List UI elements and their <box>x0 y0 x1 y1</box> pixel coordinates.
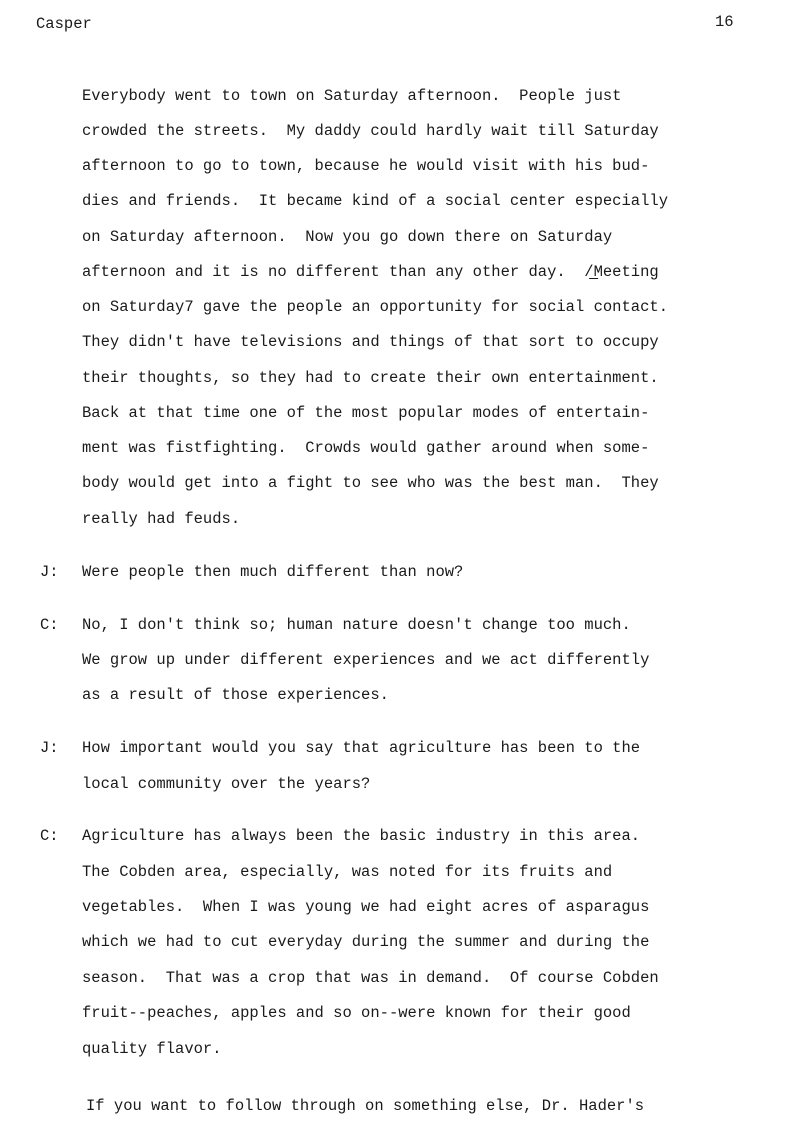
paragraph-line: afternoon and it is no different than any other day. /̲Meeting <box>82 263 659 281</box>
dialogue-line: The Cobden area, especially, was noted for its fruits and <box>82 863 613 881</box>
dialogue-line: local community over the years? <box>82 775 371 793</box>
dialogue-line: as a result of those experiences. <box>82 686 389 704</box>
paragraph-line: dies and friends. It became kind of a social center especially <box>82 192 668 210</box>
paragraph-line: Everybody went to town on Saturday afternoon. People just <box>82 87 622 105</box>
dialogue-line: How important would you say that agriculture has been to the <box>82 739 641 757</box>
paragraph-line: on Saturday afternoon. Now you go down there on Saturday <box>82 228 613 246</box>
dialogue-line: season. That was a crop that was in demand. Of course Cobden <box>82 969 659 987</box>
dialogue-line: Were people then much different than now? <box>82 563 464 581</box>
speaker-label: C: <box>40 616 59 634</box>
paragraph-line: on Saturday7 gave the people an opportunity for social contact. <box>82 298 668 316</box>
paragraph-line: afternoon to go to town, because he would visit with his bud- <box>82 157 650 175</box>
paragraph-line: their thoughts, so they had to create their own entertainment. <box>82 369 659 387</box>
speaker-label: J: <box>40 739 59 757</box>
page-header-name: Casper <box>36 15 92 33</box>
paragraph-line: They didn't have televisions and things of that sort to occupy <box>82 333 659 351</box>
paragraph-line: Back at that time one of the most popular modes of entertain- <box>82 404 650 422</box>
dialogue-line: which we had to cut everyday during the summer and during the <box>82 933 650 951</box>
speaker-label: C: <box>40 827 59 845</box>
paragraph-line: If you want to follow through on something else, Dr. Hader's <box>86 1097 645 1115</box>
dialogue-line: We grow up under different experiences and we act differently <box>82 651 650 669</box>
dialogue-line: fruit--peaches, apples and so on--were known for their good <box>82 1004 631 1022</box>
speaker-label: J: <box>40 563 59 581</box>
dialogue-line: No, I don't think so; human nature doesn't change too much. <box>82 616 631 634</box>
dialogue-line: vegetables. When I was young we had eight acres of asparagus <box>82 898 650 916</box>
paragraph-line: really had feuds. <box>82 510 241 528</box>
dialogue-line: quality flavor. <box>82 1040 222 1058</box>
page-number: 16 <box>715 13 734 31</box>
paragraph-line: ment was fistfighting. Crowds would gather around when some- <box>82 439 650 457</box>
paragraph-line: crowded the streets. My daddy could hardly wait till Saturday <box>82 122 659 140</box>
paragraph-line: body would get into a fight to see who was the best man. They <box>82 474 659 492</box>
dialogue-line: Agriculture has always been the basic industry in this area. <box>82 827 641 845</box>
